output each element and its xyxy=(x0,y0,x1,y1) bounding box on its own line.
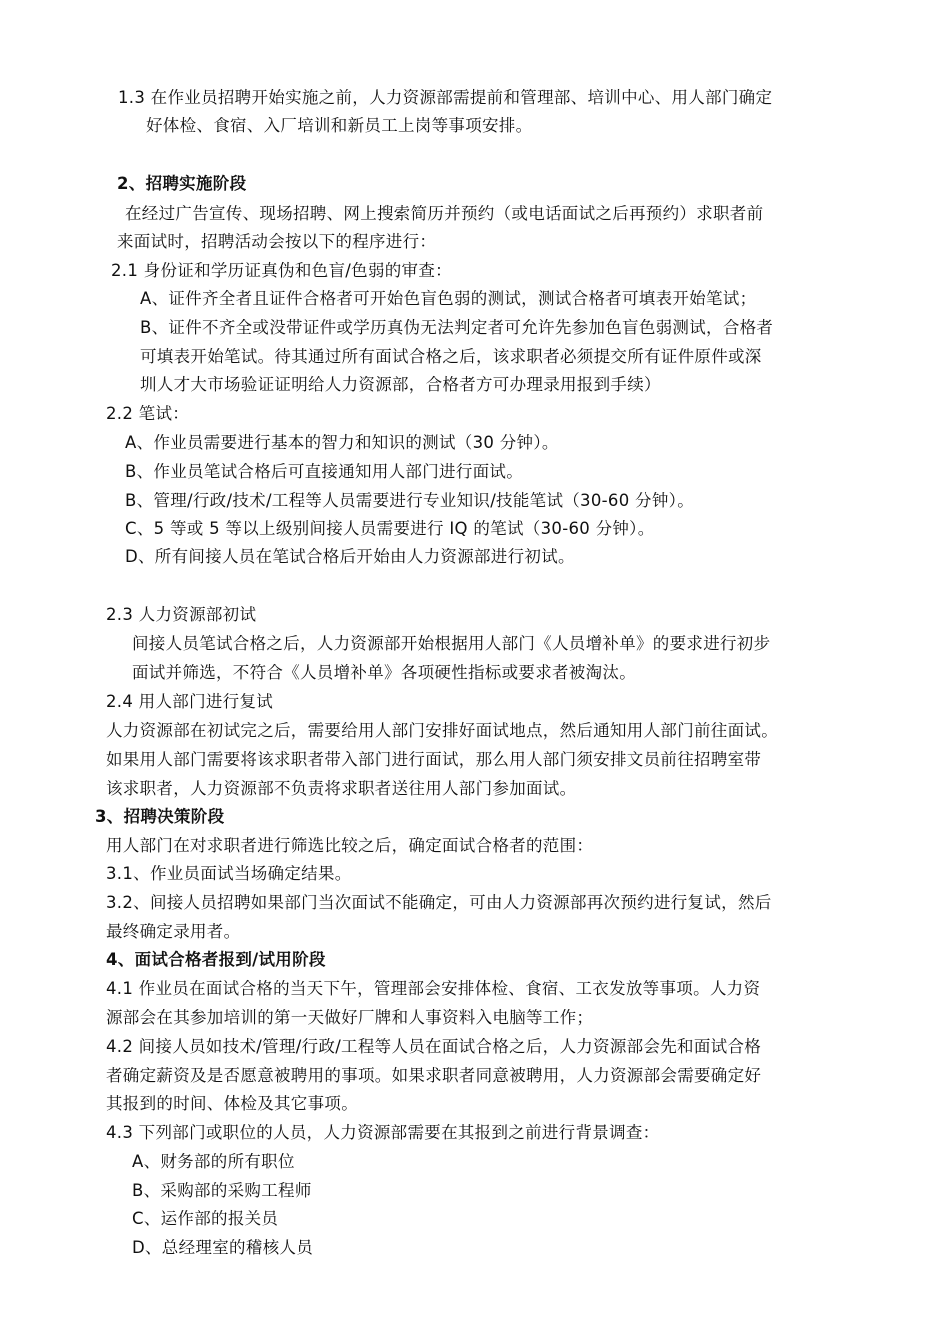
item-2-1-b-line-1: B、证件不齐全或没带证件或学历真伪无法判定者可允许先参加色盲色弱测试，合格者 xyxy=(140,318,774,337)
item-2-1-a: A、证件齐全者且证件合格者可开始色盲色弱的测试，测试合格者可填表开始笔试； xyxy=(140,289,757,308)
subheading-2-3: 2.3 人力资源部初试 xyxy=(106,605,257,624)
section-heading-2: 2、招聘实施阶段 xyxy=(117,174,247,193)
item-3-2-line-2: 最终确定录用者。 xyxy=(106,922,241,941)
section-2-intro-line-1: 在经过广告宣传、现场招聘、网上搜索简历并预约（或电话面试之后再预约）求职者前 xyxy=(125,204,764,223)
item-4-1-line-1: 4.1 作业员在面试合格的当天下午，管理部会安排体检、食宿、工衣发放等事项。人力资 xyxy=(106,979,761,998)
paragraph-1-3-line-2: 好体检、食宿、入厂培训和新员工上岗等事项安排。 xyxy=(146,116,533,135)
item-2-2-a: A、作业员需要进行基本的智力和知识的测试（30 分钟）。 xyxy=(125,433,559,452)
item-2-2-c: C、5 等或 5 等以上级别间接人员需要进行 IQ 的笔试（30-60 分钟）。 xyxy=(125,519,655,538)
paragraph-2-3-line-1: 间接人员笔试合格之后，人力资源部开始根据用人部门《人员增补单》的要求进行初步 xyxy=(132,634,771,653)
paragraph-2-4-line-1: 人力资源部在初试完之后，需要给用人部门安排好面试地点，然后通知用人部门前往面试。 xyxy=(106,721,778,740)
paragraph-2-3-line-2: 面试并筛选，不符合《人员增补单》各项硬性指标或要求者被淘汰。 xyxy=(132,663,636,682)
item-4-2-line-1: 4.2 间接人员如技术/管理/行政/工程等人员在面试合格之后，人力资源部会先和面试合格 xyxy=(106,1037,762,1056)
item-2-2-b1: B、作业员笔试合格后可直接通知用人部门进行面试。 xyxy=(125,462,524,481)
item-2-2-b2: B、管理/行政/技术/工程等人员需要进行专业知识/技能笔试（30-60 分钟）。 xyxy=(125,491,694,510)
paragraph-2-4-line-2: 如果用人部门需要将该求职者带入部门进行面试，那么用人部门须安排文员前往招聘室带 xyxy=(106,750,762,769)
section-3-intro: 用人部门在对求职者进行筛选比较之后，确定面试合格者的范围： xyxy=(106,836,594,855)
subheading-2-1: 2.1 身份证和学历证真伪和色盲/色弱的审查： xyxy=(111,261,452,280)
item-4-3-c: C、运作部的报关员 xyxy=(132,1209,279,1228)
item-4-3-b: B、采购部的采购工程师 xyxy=(132,1181,312,1200)
subheading-2-4: 2.4 用人部门进行复试 xyxy=(106,692,274,711)
item-3-1: 3.1、作业员面试当场确定结果。 xyxy=(106,864,352,883)
paragraph-2-4-line-3: 该求职者，人力资源部不负责将求职者送往用人部门参加面试。 xyxy=(106,779,577,798)
section-heading-3: 3、招聘决策阶段 xyxy=(95,807,225,826)
subheading-2-2: 2.2 笔试： xyxy=(106,404,190,423)
section-2-intro-line-2: 来面试时，招聘活动会按以下的程序进行： xyxy=(117,232,437,251)
item-4-2-line-2: 者确定薪资及是否愿意被聘用的事项。如果求职者同意被聘用，人力资源部会需要确定好 xyxy=(106,1066,762,1085)
item-4-3-a: A、财务部的所有职位 xyxy=(132,1152,295,1171)
paragraph-1-3-line-1: 1.3 在作业员招聘开始实施之前，人力资源部需提前和管理部、培训中心、用人部门确定 xyxy=(118,88,773,107)
item-4-3: 4.3 下列部门或职位的人员，人力资源部需要在其报到之前进行背景调查： xyxy=(106,1123,660,1142)
section-heading-4: 4、面试合格者报到/试用阶段 xyxy=(106,950,326,969)
item-3-2-line-1: 3.2、间接人员招聘如果部门当次面试不能确定，可由人力资源部再次预约进行复试，然后 xyxy=(106,893,772,912)
item-2-1-b-line-3: 圳人才大市场验证证明给人力资源部，合格者方可办理录用报到手续） xyxy=(140,375,661,394)
item-2-2-d: D、所有间接人员在笔试合格后开始由人力资源部进行初试。 xyxy=(125,547,575,566)
item-4-2-line-3: 其报到的时间、体检及其它事项。 xyxy=(106,1094,358,1113)
item-4-3-d: D、总经理室的稽核人员 xyxy=(132,1238,314,1257)
item-4-1-line-2: 源部会在其参加培训的第一天做好厂牌和人事资料入电脑等工作； xyxy=(106,1008,594,1027)
item-2-1-b-line-2: 可填表开始笔试。待其通过所有面试合格之后，该求职者必须提交所有证件原件或深 xyxy=(140,347,762,366)
